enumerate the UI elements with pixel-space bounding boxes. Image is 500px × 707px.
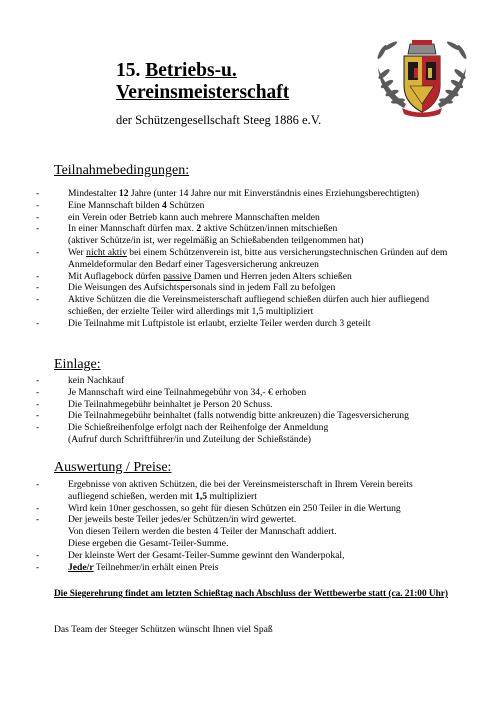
auswertung-list xyxy=(36,479,480,573)
closing-greeting: Das Team der Steeger Schützen wünscht Ihnen viel Spaß xyxy=(54,624,273,635)
list-item: - Eine Mannschaft bilden 4 Schützen xyxy=(36,200,480,212)
list-item: - In einer Mannschaft dürfen max. 2 aktive Schützen/innen mitschießen (aktiver Schütze/in ist, wer regelmäßig an Schießabenden teilgenommen hat) xyxy=(36,223,480,247)
page-subtitle: der Schützengesellschaft Steeg 1886 e.V. xyxy=(116,113,322,127)
list-item: - Die Teilnahmegebühr beinhaltet je Person 20 Schuss. xyxy=(36,399,480,411)
list-item: - kein Nachkauf xyxy=(36,375,480,387)
section-heading-teilnahme: Teilnahmebedingungen: xyxy=(54,163,190,178)
section-heading-auswertung: Auswertung / Preise: xyxy=(54,460,172,475)
list-item: - Die Weisungen des Aufsichtspersonals sind in jedem Fall zu befolgen xyxy=(36,282,480,294)
title-line-1 xyxy=(116,60,366,82)
list-item: - Je Mannschaft wird eine Teilnahmegebühr von 34,- € erhoben xyxy=(36,387,480,399)
list-item: - Mit Auflagebock dürfen passive Damen und Herren jeden Alters schießen xyxy=(36,271,480,283)
ceremony-notice: Die Siegerehrung findet am letzten Schießtag nach Abschluss der Wettbewerbe statt (ca. 21:00 Uhr) xyxy=(53,589,449,599)
title-number: 15. xyxy=(116,60,146,81)
list-item: - Der jeweils beste Teiler jedes/er Schützen/in wird gewertet. Von diesen Teilern werden die besten 4 Teiler der Mannschaft addiert. Diese ergeben die Gesamt-Teiler-Summe. xyxy=(36,514,480,549)
list-item: - Die Teilnahme mit Luftpistole ist erlaubt, erzielte Teiler werden durch 3 geteilt xyxy=(36,318,480,330)
title-line-2: Vereinsmeisterschaft xyxy=(116,82,290,103)
list-item: - Mindestalter 12 Jahre (unter 14 Jahre nur mit Einverständnis eines Erziehungsberechtigten) xyxy=(36,188,480,200)
einlage-list xyxy=(36,375,480,446)
list-item: - Aktive Schützen die die Vereinsmeisterschaft aufliegend schießen dürfen auch hier aufliegend schießen, der erzielte Teiler wird allerdings mit 1,5 multipliziert xyxy=(36,294,480,318)
section-heading-einlage: Einlage: xyxy=(54,357,101,372)
list-item: - Wird kein 10ner geschossen, so geht für diesen Schützen ein 250 Teiler in die Wertung xyxy=(36,503,480,515)
club-crest-icon xyxy=(374,38,470,118)
teilnahme-list xyxy=(36,188,480,330)
list-item: - Ergebnisse von aktiven Schützen, die bei der Vereinsmeisterschaft in Ihrem Verein bereits aufliegend schießen, werden mit 1,5 multipliziert xyxy=(36,479,480,503)
list-item: - Der kleinste Wert der Gesamt-Teiler-Summe gewinnt den Wanderpokal, xyxy=(36,550,480,562)
list-item: - Wer nicht aktiv bei einem Schützenverein ist, bitte aus versicherungstechnischen Gründen auf dem Anmeldeformular den Bedarf einer Tagesversicherung ankreuzen xyxy=(36,247,480,271)
list-item: - Die Schießreihenfolge erfolgt nach der Reihenfolge der Anmeldung (Aufruf durch Schriftführer/in und Zuteilung der Schießstände) xyxy=(36,422,480,446)
list-item: - Jede/r Teilnehmer/in erhält einen Preis xyxy=(36,562,480,574)
title-betriebs: Betriebs-u. xyxy=(145,60,237,81)
list-item: - ein Verein oder Betrieb kann auch mehrere Mannschaften melden xyxy=(36,212,480,224)
list-item: - Die Teilnahmegebühr beinhaltet (falls notwendig bitte ankreuzen) die Tagesversicherung xyxy=(36,410,480,422)
page-title xyxy=(116,60,366,104)
